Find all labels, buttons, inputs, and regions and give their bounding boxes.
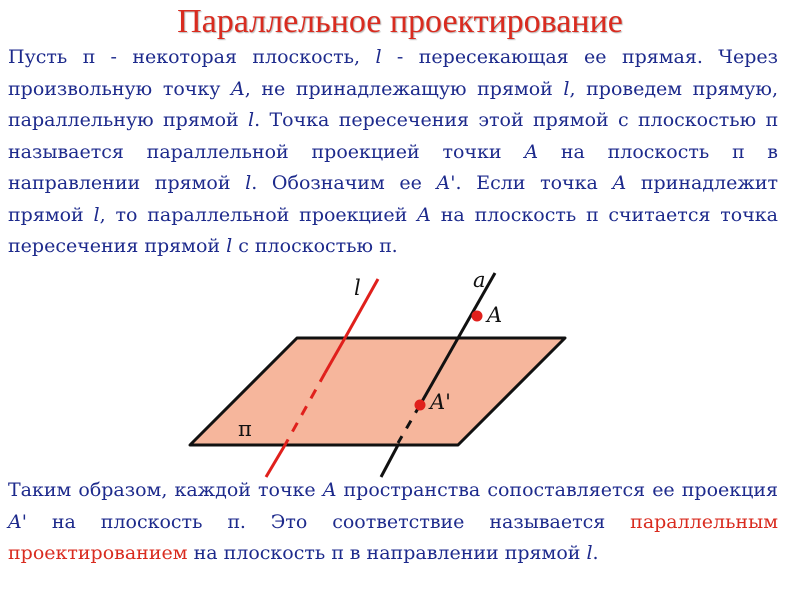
line-l-ref: l bbox=[375, 46, 382, 68]
intro-text: с плоскостью π. bbox=[232, 235, 398, 257]
point-a-prime bbox=[415, 400, 426, 411]
line-a-lower bbox=[381, 445, 398, 477]
point-a-ref: A bbox=[322, 479, 337, 501]
intro-text: . Если точка bbox=[455, 172, 613, 194]
label-point-a-prime: A' bbox=[430, 390, 451, 414]
conclusion-text: на плоскость π. Это соответствие называется bbox=[26, 510, 631, 533]
line-l-ref: l bbox=[586, 542, 593, 564]
point-a-ref: A bbox=[417, 203, 431, 226]
intro-text: принадлежит прямой bbox=[8, 172, 779, 226]
intro-text: - пересекающая ее прямая. Через произвольную точку bbox=[8, 46, 778, 100]
conclusion-text: . bbox=[592, 542, 599, 564]
projection-diagram bbox=[0, 265, 800, 480]
intro-text: на плоскость π считается точка пересечения прямой bbox=[8, 203, 778, 257]
intro-text: , проведем прямую, параллельную прямой bbox=[8, 77, 779, 131]
line-l-upper bbox=[345, 279, 378, 338]
label-point-a: A bbox=[487, 303, 503, 327]
line-l-ref: l bbox=[563, 77, 570, 100]
label-line-l: l bbox=[354, 276, 361, 300]
conclusion-text: на плоскость π в направлении прямой bbox=[187, 542, 587, 564]
line-l-ref: l bbox=[245, 172, 252, 194]
highlighted-term: параллельным проектированием bbox=[8, 510, 778, 564]
conclusion-text: Таким образом, каждой точке bbox=[8, 479, 323, 501]
intro-text: , не принадлежащую прямой bbox=[244, 77, 564, 100]
intro-text: Пусть π - некоторая плоскость, bbox=[8, 46, 376, 68]
line-l-lower bbox=[266, 445, 285, 477]
point-a bbox=[472, 311, 483, 322]
intro-paragraph bbox=[8, 42, 778, 263]
intro-text: . Точка пересечения этой прямой с плоскостью π называется параллельной проекцией точки bbox=[8, 109, 778, 163]
point-a-ref: A bbox=[612, 172, 627, 194]
intro-text: . Обозначим ее bbox=[251, 172, 437, 194]
line-l-ref: l bbox=[248, 109, 255, 131]
point-a-ref: A bbox=[230, 77, 245, 100]
line-l-ref: l bbox=[226, 235, 233, 257]
label-plane-pi: π bbox=[238, 417, 252, 441]
point-a-prime-ref: A' bbox=[436, 172, 456, 194]
intro-text: на плоскость π в направлении прямой bbox=[8, 140, 778, 194]
point-a-ref: A bbox=[524, 140, 539, 163]
intro-text: , то параллельной проекцией bbox=[99, 203, 418, 226]
conclusion-paragraph bbox=[8, 475, 778, 570]
conclusion-text: пространства сопоставляется ее проекция bbox=[336, 479, 778, 501]
line-l-ref: l bbox=[93, 203, 100, 226]
label-line-a: a bbox=[473, 268, 486, 292]
slide-title: Параллельное проектирование bbox=[177, 3, 623, 40]
point-a-prime-ref: A' bbox=[8, 510, 27, 533]
